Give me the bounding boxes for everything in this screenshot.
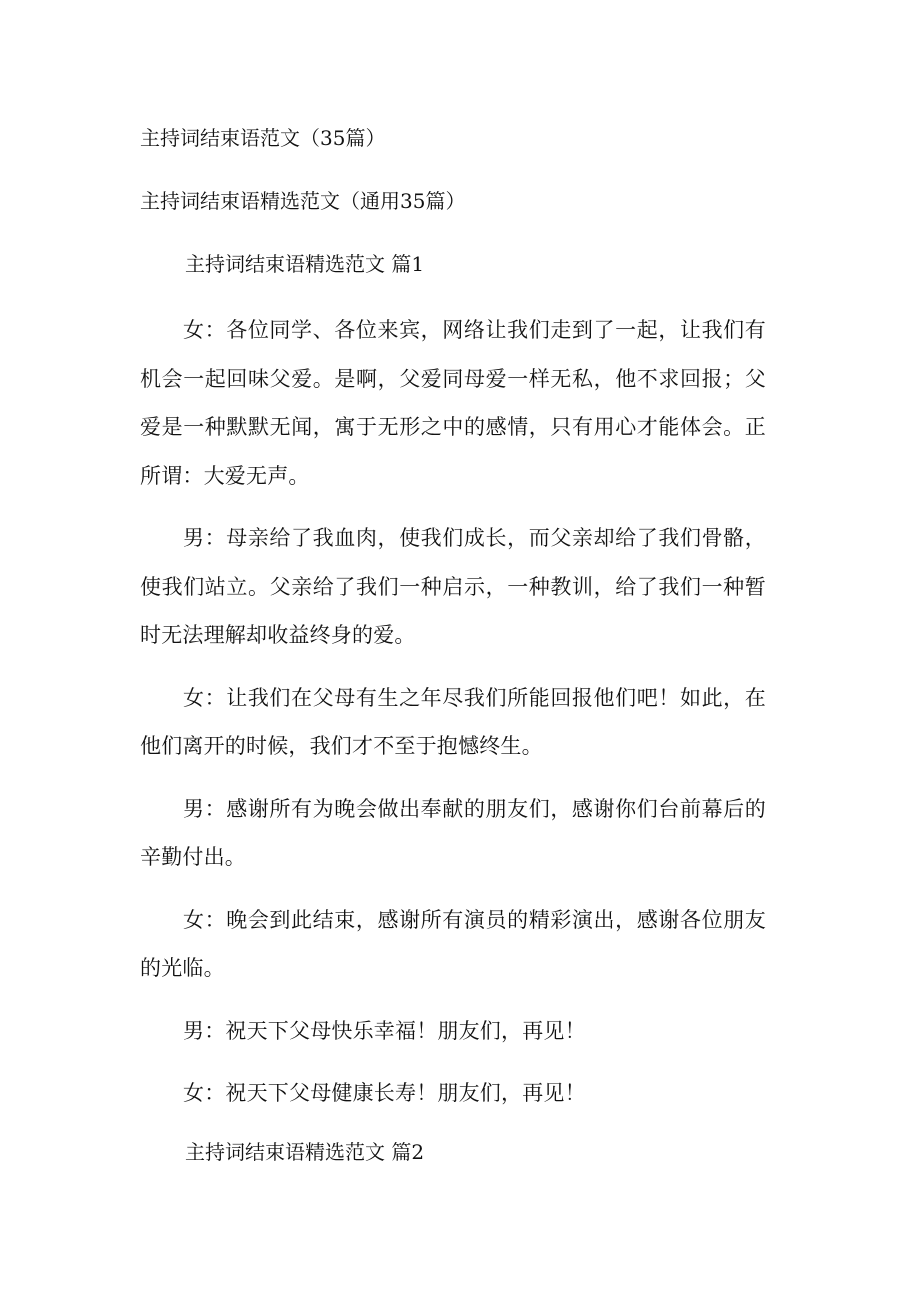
paragraph: 男：母亲给了我血肉，使我们成长，而父亲却给了我们骨骼，使我们站立。父亲给了我们一种启示，一种教训，给了我们一种暂时无法理解却收益终身的爱。 — [140, 526, 766, 647]
paragraph: 男：祝天下父母快乐幸福！朋友们，再见！ — [183, 1018, 586, 1043]
document-subtitle: 主持词结束语精选范文（通用35篇） — [140, 189, 466, 213]
document-page — [140, 118, 766, 1194]
paragraph: 女：各位同学、各位来宾，网络让我们走到了一起，让我们有机会一起回味父爱。是啊，父爱同母爱一样无私，他不求回报；父爱是一种默默无闻，寓于无形之中的感情，只有用心才能体会。正所谓：大爱无声。 — [140, 318, 766, 488]
paragraph: 女：让我们在父母有生之年尽我们所能回报他们吧！如此，在他们离开的时候，我们才不至于抱憾终生。 — [140, 685, 766, 758]
section-heading-2: 主持词结束语精选范文 篇2 — [185, 1139, 425, 1164]
paragraph: 男：感谢所有为晚会做出奉献的朋友们，感谢你们台前幕后的辛勤付出。 — [140, 796, 766, 869]
paragraph: 女：晚会到此结束，感谢所有演员的精彩演出，感谢各位朋友的光临。 — [140, 907, 766, 980]
paragraph: 女：祝天下父母健康长寿！朋友们，再见！ — [183, 1081, 586, 1105]
section-heading-1: 主持词结束语精选范文 篇1 — [185, 252, 425, 276]
document-title: 主持词结束语范文（35篇） — [140, 126, 386, 150]
